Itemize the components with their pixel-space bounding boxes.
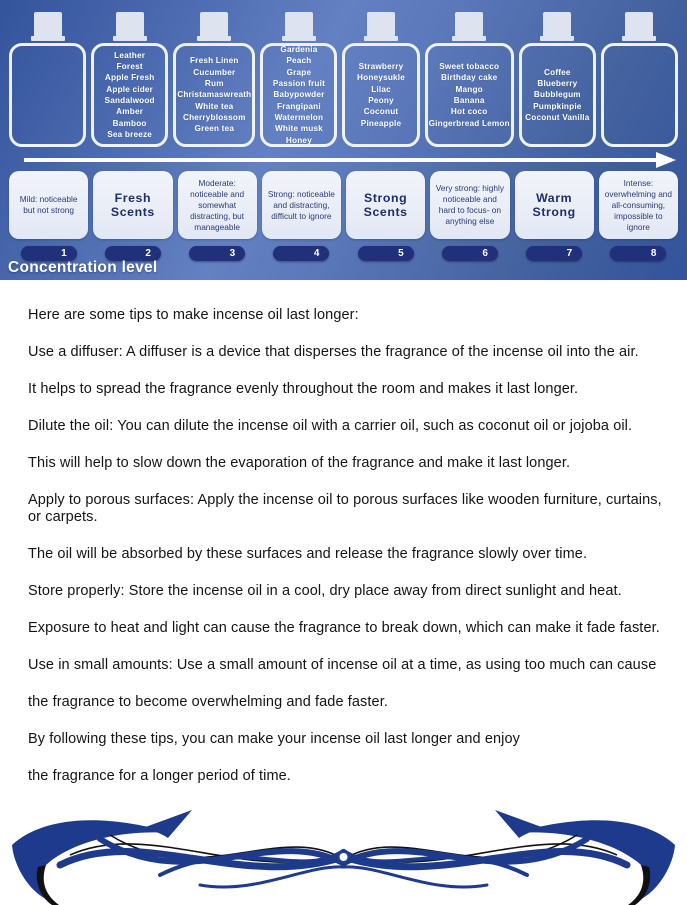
scent-item: Leather: [114, 50, 146, 60]
bottle-column-8: [601, 12, 678, 147]
bottle-column-3: [173, 12, 255, 147]
tribal-right-half: [344, 810, 675, 905]
scent-item: Peony: [368, 96, 394, 105]
scent-item: Grape: [286, 67, 312, 77]
level-label: Intense: overwhelming and all-consuming, impossible to ignore: [604, 177, 673, 232]
bottle-6: [425, 43, 514, 147]
level-number-pill-7: [526, 246, 582, 261]
level-box-3: [178, 171, 257, 239]
tip-line: It helps to spread the fragrance evenly throughout the room and makes it last longer.: [28, 381, 579, 397]
scent-item: Gardenia: [280, 45, 318, 55]
scent-item: Babypowder: [273, 90, 325, 100]
bottle-8: [601, 43, 678, 147]
tip-line: Use a diffuser: A diffuser is a device that disperses the fragrance of the incense oil into the air.: [28, 344, 639, 360]
tip-line: Dilute the oil: You can dilute the incense oil with a carrier oil, such as coconut oil or jojoba oil.: [28, 418, 633, 434]
level-boxes-row: [0, 171, 687, 239]
scent-item: Cucumber: [193, 67, 236, 77]
bottle-4: [260, 43, 337, 147]
level-number: 6: [482, 248, 488, 259]
bottle-column-2: [91, 12, 168, 147]
scent-item: Coffee: [544, 67, 571, 77]
scent-item: Blueberry: [537, 79, 578, 89]
level-box-6: [430, 171, 509, 239]
level-number: 5: [398, 248, 404, 259]
level-label: Strong: noticeable and distracting, difficult to ignore: [267, 188, 335, 221]
scent-item: Cherryblossom: [182, 112, 246, 122]
banner-title: Concentration level: [8, 259, 158, 276]
bottles-row: [0, 0, 687, 147]
scent-item: White musk: [274, 124, 323, 134]
scent-item: Sea breeze: [107, 129, 153, 139]
scent-item: White tea: [195, 101, 234, 111]
level-label: Warm Strong: [532, 191, 576, 219]
level-number: 8: [650, 248, 657, 259]
scent-item: Apple Fresh: [104, 73, 155, 83]
bottle-cap-icon: [34, 12, 62, 37]
tip-line: The oil will be absorbed by these surfaces and release the fragrance slowly over time.: [28, 546, 588, 562]
scent-item: Apple cider: [106, 84, 154, 94]
level-box-5: [346, 171, 425, 239]
bottle-cap-icon: [200, 12, 228, 37]
level-number-pill-5: [358, 246, 414, 261]
scent-item: Green tea: [194, 124, 235, 134]
tip-line: Here are some tips to make incense oil last longer:: [28, 307, 359, 323]
bottle-cap-icon: [116, 12, 144, 37]
scent-item: Pineapple: [360, 118, 402, 128]
tips-section: [0, 280, 687, 785]
scent-item: Peach: [286, 56, 312, 66]
bottle-column-6: [425, 12, 514, 147]
scent-item: Birthday cake: [441, 73, 498, 83]
scent-item: Bamboo: [112, 118, 147, 128]
bottle-cap-icon: [367, 12, 395, 37]
scent-item: Coconut Vanilla: [525, 112, 590, 122]
bottle-cap-icon: [625, 12, 653, 37]
scent-item: Bubblegum: [533, 90, 581, 100]
level-label: Mild: noticeable but not strong: [19, 194, 78, 215]
scent-item: Christamaswreath: [177, 90, 252, 100]
tip-line: the fragrance to become overwhelming and fade faster.: [28, 694, 388, 710]
scent-item: Sandalwood: [104, 96, 155, 105]
bottle-2: [91, 43, 168, 147]
scent-item: Banana: [453, 96, 485, 105]
level-box-7: [515, 171, 594, 239]
scent-item: Passion fruit: [272, 79, 326, 89]
level-label: Moderate: noticeable and somewhat distracting, but manageable: [190, 177, 245, 232]
level-number: 1: [61, 248, 67, 259]
tribal-divider-art: [0, 805, 687, 905]
scent-item: Rum: [204, 79, 224, 89]
scent-item: Hot coco: [450, 107, 488, 117]
bottle-cap-icon: [285, 12, 313, 37]
tip-line: the fragrance for a longer period of time.: [28, 768, 291, 784]
bottle-column-5: [342, 12, 419, 147]
bottle-column-7: [519, 12, 596, 147]
scent-item: Amber: [116, 107, 144, 117]
scent-item: Honeysukle: [357, 73, 406, 83]
level-box-1: [9, 171, 88, 239]
tip-line: By following these tips, you can make your incense oil last longer and enjoy: [28, 731, 521, 747]
scent-item: Lilac: [371, 84, 391, 94]
bottle-column-4: [260, 12, 337, 147]
tip-line: This will help to slow down the evaporation of the fragrance and make it last longer.: [28, 455, 571, 471]
bottle-cap-icon: [543, 12, 571, 37]
level-box-4: [262, 171, 341, 239]
level-number-pill-3: [189, 246, 245, 261]
tribal-left-half: [12, 810, 343, 905]
level-box-8: [599, 171, 678, 239]
level-label: Fresh Scents: [110, 191, 155, 219]
level-label: Strong Scents: [363, 191, 408, 219]
bottle-3: [173, 43, 255, 147]
scent-item: Frangipani: [277, 101, 321, 111]
bottle-column-1: [9, 12, 86, 147]
level-label: Very strong: highly noticeable and hard to focus- on anything else: [435, 183, 504, 226]
scent-item: Sweet tobacco: [439, 62, 500, 72]
bottle-1: [9, 43, 86, 147]
level-number-pill-6: [442, 246, 498, 261]
level-number-pill-8: [610, 246, 666, 261]
tip-line: Store properly: Store the incense oil in a cool, dry place away from direct sunlight and heat.: [28, 583, 622, 599]
scent-item: Mango: [455, 84, 483, 94]
level-number: 3: [229, 248, 236, 259]
scent-item: Watermelon: [274, 112, 324, 122]
tip-line: Use in small amounts: Use a small amount of incense oil at a time, as using too much can cause: [28, 657, 657, 673]
level-number: 7: [566, 248, 573, 259]
level-number: 2: [145, 248, 151, 259]
tip-line: Exposure to heat and light can cause the fragrance to break down, which can make it fade faster.: [28, 620, 660, 636]
concentration-banner: [0, 0, 687, 280]
scent-item: Strawberry: [358, 62, 404, 72]
scent-item: Coconut: [363, 107, 399, 117]
scent-item: Forest: [116, 62, 143, 72]
scent-item: Fresh Linen: [189, 56, 239, 66]
tribal-center-knot: [339, 852, 349, 862]
level-number-pill-4: [273, 246, 329, 261]
tip-line: Apply to porous surfaces: Apply the incense oil to porous surfaces like wooden furniture, curtains, or carpets.: [28, 492, 662, 525]
scent-item: Honey: [285, 135, 312, 145]
right-arrow-icon: [0, 151, 687, 169]
bottle-7: [519, 43, 596, 147]
scent-item: Gingerbread Lemon: [428, 118, 510, 128]
bottle-5: [342, 43, 419, 147]
scent-item: Pumpkinpie: [533, 101, 582, 111]
level-number: 4: [313, 248, 320, 259]
bottle-cap-icon: [455, 12, 483, 37]
level-box-2: [93, 171, 172, 239]
